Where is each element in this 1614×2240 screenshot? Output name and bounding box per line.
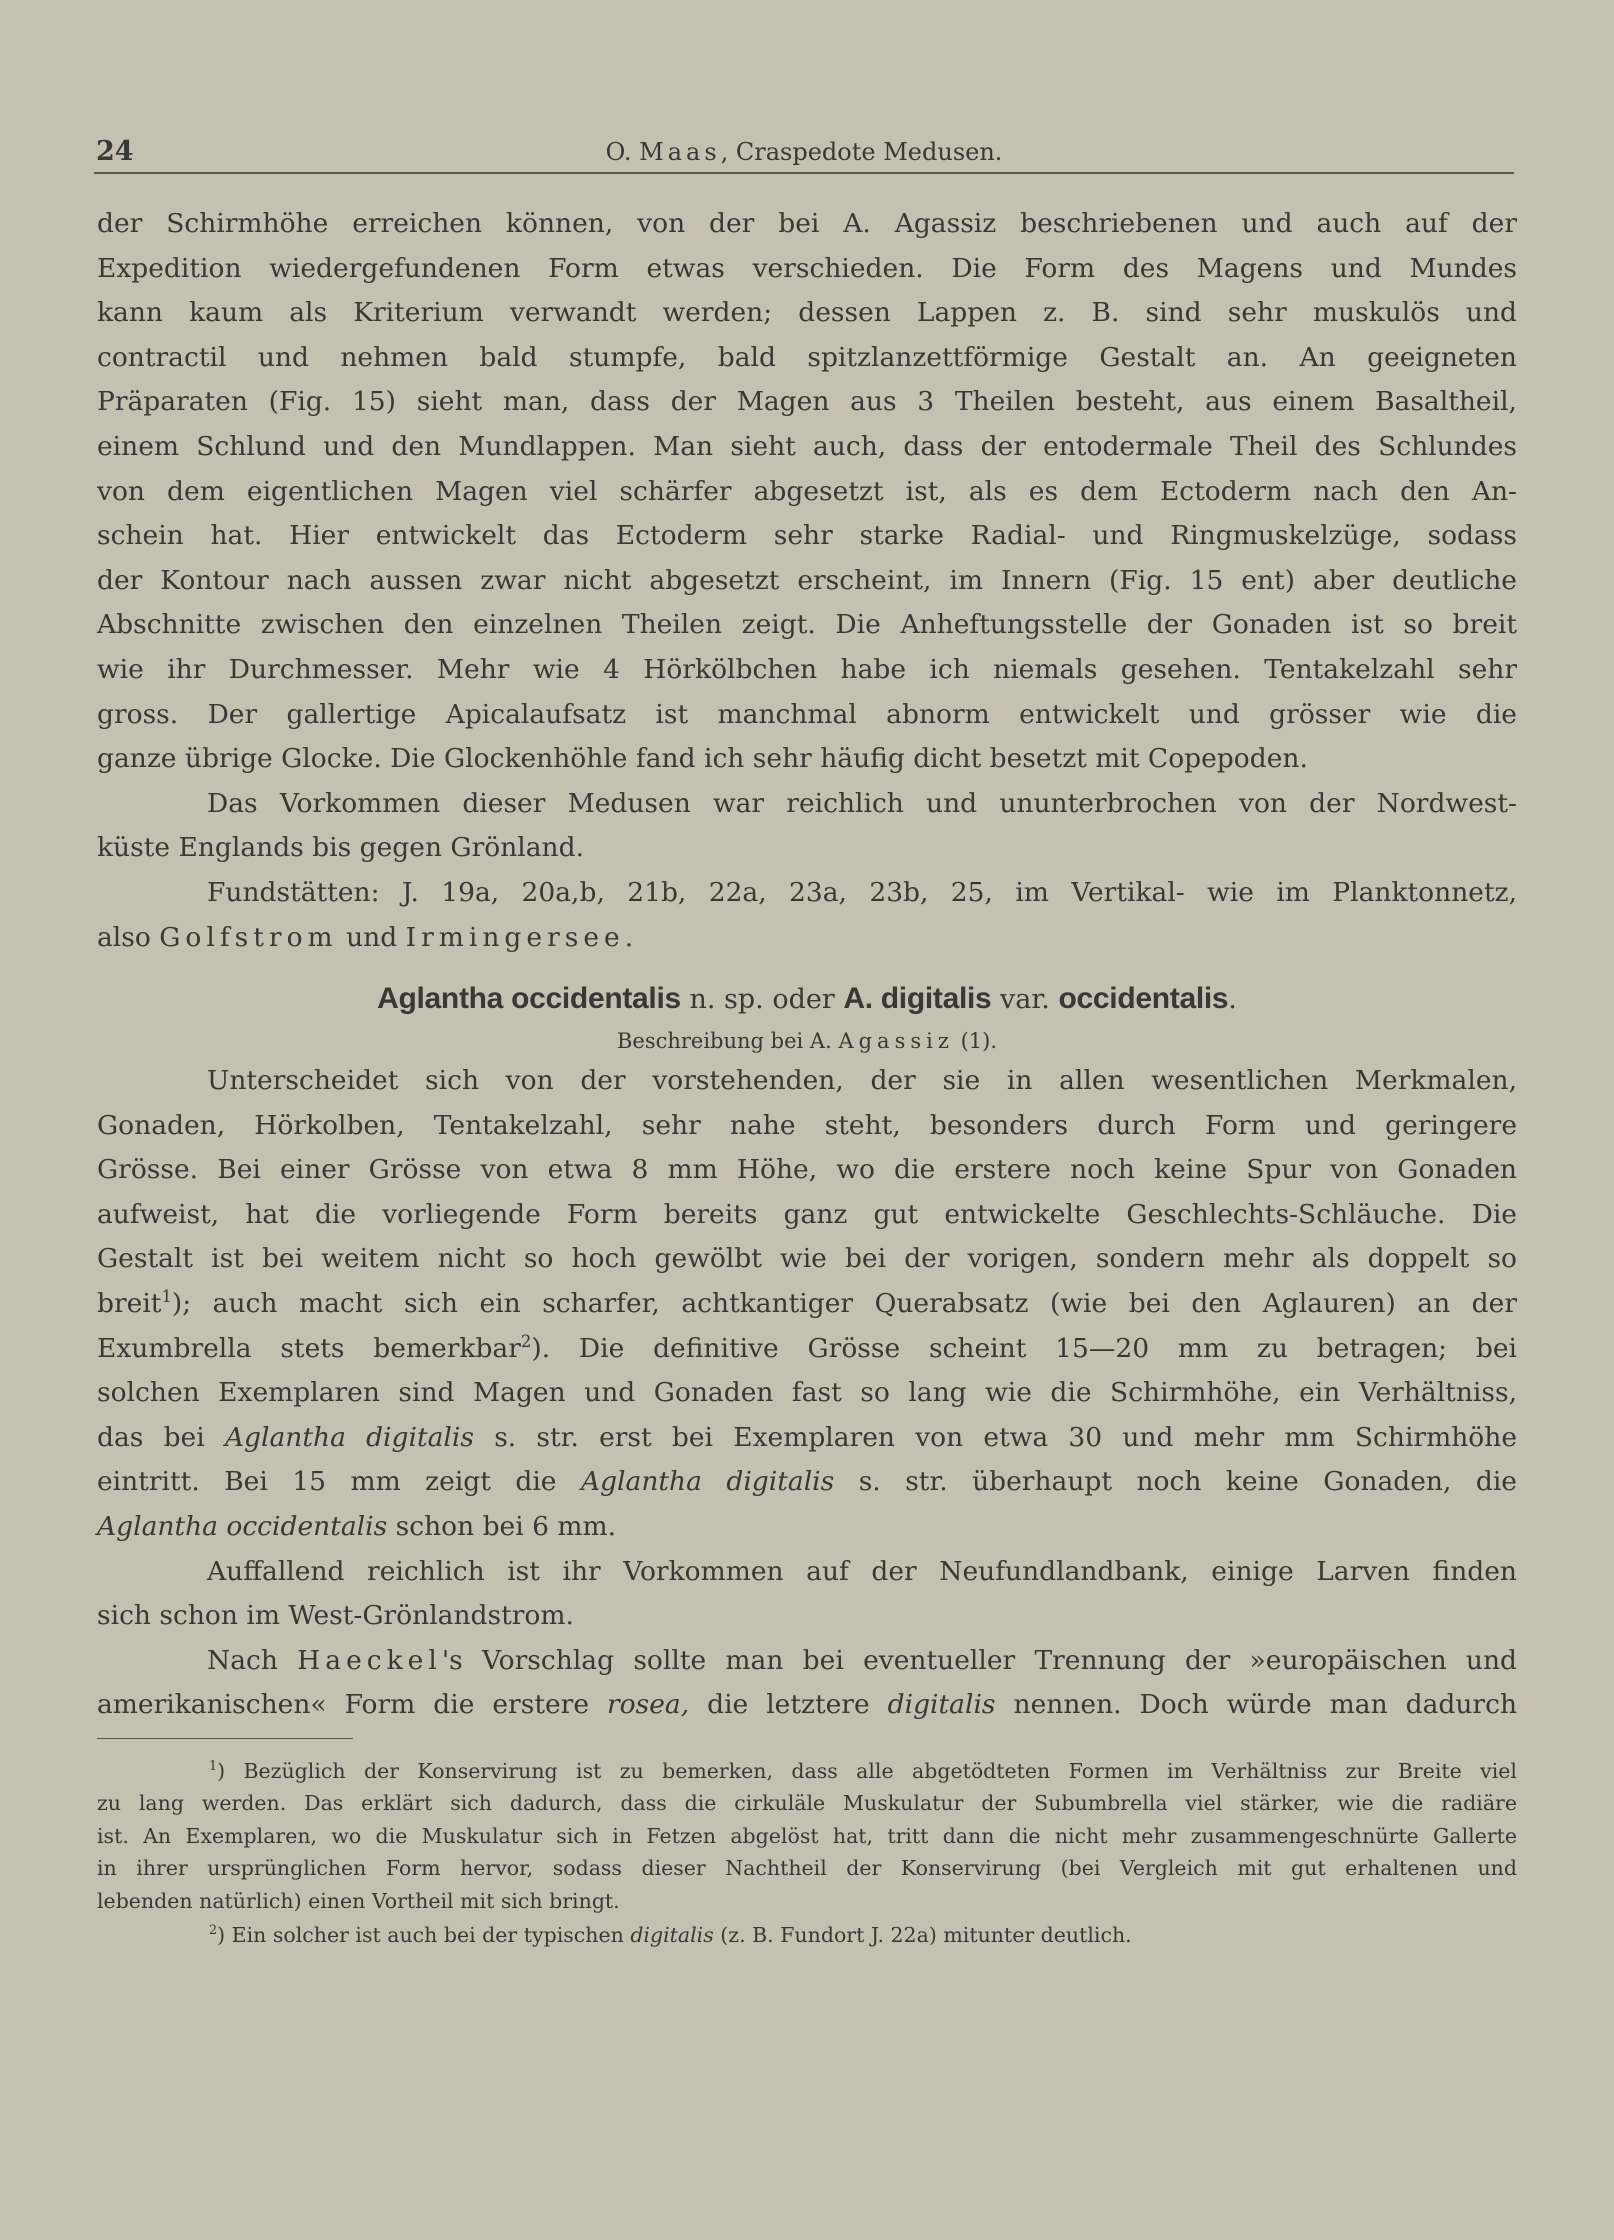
text-span: Nach [207, 1644, 298, 1676]
text-line: der Kontour nach aussen zwar nicht abgesetzt erscheint, im Innern (Fig. 15 ent) aber deutliche [97, 564, 1517, 596]
text-line: kann kaum als Kriterium verwandt werden; dessen Lappen z. B. sind sehr muskulös und [97, 297, 1517, 329]
text-span: ) Ein solcher ist auch bei der typischen [217, 1923, 631, 1948]
footnote-ref-1[interactable]: 1 [161, 1287, 172, 1307]
text-line: Auffallend reichlich ist ihr Vorkommen auf der Neufundlandbank, einige Larven finden [207, 1555, 1517, 1587]
text-span: s. str. überhaupt noch keine Gonaden, die [834, 1466, 1517, 1498]
text-span: schon bei 6 mm. [387, 1511, 617, 1543]
text-line [97, 1460, 1517, 1505]
footnote-marker: 1 [209, 1758, 218, 1774]
paragraph-6 [97, 1639, 1517, 1728]
text-span: das bei [97, 1421, 225, 1453]
text-line [97, 1639, 1517, 1684]
text-line: wie ihr Durchmesser. Mehr wie 4 Hörkölbchen habe ich niemals gesehen. Tentakelzahl sehr [97, 653, 1517, 685]
author-name: Agassiz [838, 1029, 954, 1054]
text-span: breit [97, 1288, 162, 1320]
text-line: aufweist, hat die vorliegende Form bereits ganz gut entwickelte Geschlechts-Schläuche. Die [97, 1198, 1517, 1230]
running-header [94, 136, 1514, 174]
text-span: . [624, 921, 634, 953]
text-span: . [1228, 984, 1237, 1016]
text-line: gross. Der gallertige Apicalaufsatz ist manchmal abnorm entwickelt und grösser wie die [97, 698, 1517, 730]
text-line: Grösse. Bei einer Grösse von etwa 8 mm Höhe, wo die erstere noch keine Spur von Gonaden [97, 1154, 1517, 1186]
header-title: , Craspedote Medusen. [720, 138, 1003, 166]
paragraph-1 [97, 202, 1517, 782]
text-span: n. sp. oder [680, 984, 844, 1016]
text-line: einem Schlund und den Mundlappen. Man sieht auch, dass der entodermale Theil des Schlundes [97, 430, 1517, 462]
page-number: 24 [96, 136, 134, 167]
text-span: Beschreibung bei A. [616, 1029, 839, 1054]
text-span: s. str. erst bei Exemplaren von etwa 30 und mehr mm Schirmhöhe [473, 1421, 1518, 1453]
text-line [97, 1327, 1517, 1372]
section-subheading [97, 1025, 1517, 1057]
footnote-ref-2[interactable]: 2 [520, 1331, 532, 1351]
paragraph-2 [97, 782, 1517, 871]
text-line: Fundstätten: J. 19a, 20a,b, 21b, 22a, 23a, 23b, 25, im Vertikal- wie im Planktonnetz, [207, 876, 1517, 908]
text-span: ). Die definitive Grösse scheint 15—20 mm zu betragen; bei [531, 1332, 1517, 1364]
text-line: schein hat. Hier entwickelt das Ectoderm sehr starke Radial- und Ringmuskelzüge, sodass [97, 520, 1517, 552]
species-name: A. digitalis [843, 982, 992, 1016]
species-name: digitalis [887, 1689, 996, 1721]
header-author-name: Maas [639, 138, 721, 166]
species-name: rosea, [606, 1689, 690, 1721]
footnote-line [97, 1919, 1517, 1951]
text-span: (1). [953, 1029, 998, 1054]
text-line: Das Vorkommen dieser Medusen war reichlich und ununterbrochen von der Nordwest- [207, 787, 1517, 819]
text-line: küste Englands bis gegen Grönland. [97, 832, 585, 864]
text-line: Unterscheidet sich von der vorstehenden, der sie in allen wesentlichen Merkmalen, [207, 1065, 1517, 1097]
text-line [97, 916, 1517, 961]
species-name: Aglantha digitalis [224, 1421, 474, 1453]
text-line: der Schirmhöhe erreichen können, von der bei A. Agassiz beschriebenen und auch auf der [97, 208, 1517, 239]
text-span: amerikanischen« Form die erstere [97, 1689, 607, 1721]
footnote-line [97, 1755, 1517, 1787]
text-span: Exumbrella stets bemerkbar [97, 1332, 521, 1364]
footnote-marker: 2 [209, 1922, 218, 1938]
footnote-2 [97, 1919, 1517, 1951]
text-span: die letztere [689, 1689, 888, 1721]
place-name: Golfstrom [159, 921, 338, 953]
species-name: Aglantha occidentalis [97, 1511, 388, 1543]
species-name: Aglantha occidentalis [377, 982, 681, 1016]
footnote-line: in ihrer ursprünglichen Form hervor, sodass dieser Nachtheil der Konservirung (bei Vergleich mit gut erhaltenen und [97, 1856, 1517, 1881]
main-text [97, 202, 1517, 1951]
text-line: Expedition wiedergefundenen Form etwas verschieden. Die Form des Magens und Mundes [97, 252, 1517, 284]
footnote-line: zu lang werden. Das erklärt sich dadurch, dass die cirkuläle Muskulatur der Subumbrella viel stärker, wie die radiäre [97, 1791, 1517, 1816]
text-span: also [97, 921, 160, 953]
species-name: digitalis [630, 1923, 714, 1948]
text-line: solchen Exemplaren sind Magen und Gonaden fast so lang wie die Schirmhöhe, ein Verhältniss, [97, 1377, 1517, 1409]
text-span: (z. B. Fundort J. 22a) mitunter deutlich. [713, 1923, 1132, 1948]
text-line: Abschnitte zwischen den einzelnen Theilen zeigt. Die Anheftungsstelle der Gonaden ist so breit [97, 609, 1517, 641]
text-line: sich schon im West-Grönlandstrom. [97, 1600, 574, 1632]
paragraph-5 [97, 1550, 1517, 1639]
header-author-initial: O. [605, 138, 632, 166]
footnote-divider [97, 1738, 353, 1739]
text-line [97, 1683, 1517, 1728]
text-span: ); auch macht sich ein scharfer, achtkantiger Querabsatz (wie bei den Aglauren) an der [171, 1288, 1517, 1320]
text-line: contractil und nehmen bald stumpfe, bald spitzlanzettförmige Gestalt an. An geeigneten [97, 341, 1517, 373]
footnote-1 [97, 1755, 1517, 1917]
text-span: var. [991, 984, 1059, 1016]
text-line [97, 1505, 1517, 1550]
text-span: 's Vorschlag sollte man bei eventueller Trennung der »europäischen und [441, 1644, 1517, 1676]
text-line: Gestalt ist bei weitem nicht so hoch gewölbt wie bei der vorigen, sondern mehr als doppelt so [97, 1243, 1517, 1275]
text-line: Präparaten (Fig. 15) sieht man, dass der Magen aus 3 Theilen besteht, aus einem Basaltheil, [97, 386, 1517, 418]
footnote-line: ist. An Exemplaren, wo die Muskulatur sich in Fetzen abgelöst hat, tritt dann die nicht mehr zusammengeschnürte Gallerte [97, 1823, 1517, 1848]
section-heading [97, 974, 1517, 1025]
text-span: und [337, 921, 406, 953]
place-name: Irmingersee [405, 921, 625, 953]
paragraph-4 [97, 1059, 1517, 1550]
text-line: von dem eigentlichen Magen viel schärfer abgesetzt ist, als es dem Ectoderm nach den An- [97, 475, 1517, 507]
species-name: Aglantha digitalis [580, 1466, 835, 1498]
running-title [94, 138, 1514, 166]
author-name: Haeckel [297, 1644, 442, 1676]
species-name: occidentalis [1058, 982, 1229, 1016]
paragraph-3 [97, 871, 1517, 960]
text-line: ganze übrige Glocke. Die Glockenhöhle fand ich sehr häufig dicht besetzt mit Copepoden. [97, 743, 1308, 775]
text-span: nennen. Doch würde man dadurch [995, 1689, 1518, 1721]
text-line: Gonaden, Hörkolben, Tentakelzahl, sehr nahe steht, besonders durch Form und geringere [97, 1109, 1517, 1141]
text-span: eintritt. Bei 15 mm zeigt die [97, 1466, 581, 1498]
text-line [97, 1416, 1517, 1461]
text-line [97, 1282, 1517, 1327]
text-span: ) Bezüglich der Konservirung ist zu bemerken, dass alle abgetödteten Formen im Verhältniss zur Breite viel [217, 1759, 1517, 1783]
footnote-line: lebenden natürlich) einen Vortheil mit sich bringt. [97, 1888, 620, 1913]
